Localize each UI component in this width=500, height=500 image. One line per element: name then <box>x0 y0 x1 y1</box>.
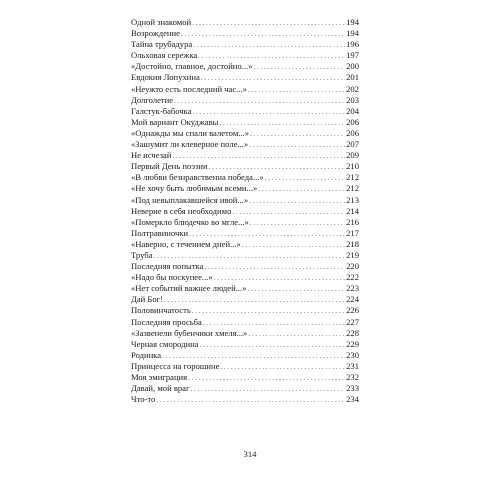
toc-entry-title: Последняя попытка <box>131 261 204 272</box>
toc-entry-page: 197 <box>346 50 359 61</box>
toc-entry-title: Возрождение <box>131 28 180 39</box>
dot-leader <box>249 140 345 151</box>
toc-entry-title: Дай Бог! <box>131 294 164 305</box>
toc-entry <box>131 17 359 28</box>
toc-entry-page: 220 <box>346 261 359 272</box>
toc-entry-page: 194 <box>346 28 359 39</box>
toc-entry-page: 214 <box>346 205 359 216</box>
toc-entry <box>131 294 359 305</box>
toc-entry-title: Черная смородина <box>131 338 199 349</box>
dot-leader <box>220 362 345 373</box>
toc-entry-page: 233 <box>346 383 359 394</box>
toc-entry-page: 206 <box>346 127 359 138</box>
toc-entry-page: 194 <box>346 17 359 27</box>
dot-leader <box>174 96 345 107</box>
toc-entry <box>131 50 359 61</box>
toc-entry-page: 200 <box>346 61 359 72</box>
toc-entry <box>131 95 359 106</box>
toc-entry <box>131 195 359 206</box>
toc-entry <box>131 39 359 50</box>
toc-entry <box>131 250 359 261</box>
toc-entry-page: 223 <box>346 283 359 294</box>
toc-entry-page: 228 <box>346 327 359 338</box>
toc-entry-page: 217 <box>346 227 359 238</box>
toc-entry-title: «Нет событий важнее людей...» <box>131 283 247 294</box>
toc-entry <box>131 261 359 272</box>
toc-entry-page: 227 <box>346 316 359 327</box>
toc-entry <box>131 206 359 217</box>
toc-entry <box>131 106 359 117</box>
toc-entry-title: Давай, мой враг <box>131 383 190 394</box>
toc-entry-title: «В любви безнравственна победа...» <box>131 172 264 183</box>
dot-leader <box>181 29 345 40</box>
toc-entry-title: Принцесса на горошине <box>131 360 220 371</box>
toc-entry-title: Половинчатость <box>131 305 191 316</box>
toc-entry-page: 231 <box>346 360 359 371</box>
toc-entry <box>131 239 359 250</box>
toc-entry <box>131 217 359 228</box>
toc-entry-title: Одной знакомой <box>131 17 192 27</box>
dot-leader <box>250 218 345 229</box>
toc-entry-title: «Надо бы поскупее...» <box>131 272 213 283</box>
page-number: 314 <box>243 449 257 459</box>
toc-entry <box>131 383 359 394</box>
toc-entry-page: 213 <box>346 194 359 205</box>
toc-entry-title: Моя эмиграция <box>131 372 188 382</box>
toc-entry <box>131 28 359 39</box>
toc-entry-title: «Неужто есть последний час...» <box>131 83 247 94</box>
toc-entry-page: 212 <box>346 172 359 183</box>
dot-leader <box>247 284 345 295</box>
toc-entry-title: Первый День поэзии <box>131 161 208 172</box>
dot-leader <box>250 129 345 140</box>
toc-entry-page: 230 <box>346 349 359 360</box>
toc-entry-page: 229 <box>346 338 359 349</box>
dot-leader <box>156 395 345 406</box>
toc-entry <box>131 61 359 72</box>
toc-entry-page: 219 <box>346 249 359 260</box>
toc-entry-title: «Не хочу быть любимым всеми...» <box>131 183 258 194</box>
toc-entry <box>131 339 359 350</box>
dot-leader <box>200 340 346 351</box>
toc-entry <box>131 84 359 95</box>
toc-entry <box>131 172 359 183</box>
toc-entry-page: 232 <box>346 372 359 382</box>
dot-leader <box>204 262 345 273</box>
toc-entry-title: Труба <box>131 249 153 260</box>
toc-entry-page: 218 <box>346 238 359 249</box>
toc-entry-page: 216 <box>346 216 359 227</box>
dot-leader <box>265 173 345 184</box>
toc-entry-page: 207 <box>346 139 359 150</box>
toc-entry <box>131 317 359 328</box>
toc-entry <box>131 361 359 372</box>
toc-entry <box>131 394 359 405</box>
toc-entry <box>131 139 359 150</box>
toc-entry-page: 212 <box>346 183 359 194</box>
toc-entry-page: 210 <box>346 161 359 172</box>
toc-entry <box>131 372 359 383</box>
toc-entry-title: Не исчезай <box>131 150 172 161</box>
dot-leader <box>188 373 345 384</box>
toc-entry-title: Полтравиночки <box>131 227 189 238</box>
toc-entry-title: «Зазвенели бубенчики хмеля...» <box>131 327 248 338</box>
toc-entry <box>131 117 359 128</box>
toc-entry-page: 203 <box>346 94 359 105</box>
toc-entry-title: Евдокия Лопухина <box>131 72 200 83</box>
toc-entry-title: Мой вариант Окуджавы <box>131 116 219 127</box>
dot-leader <box>192 306 345 317</box>
toc-entry-title: «Под невыплакавшейся ивой...» <box>131 194 249 205</box>
toc-entry-title: Галстук-бабочка <box>131 105 192 116</box>
dot-leader <box>258 184 345 195</box>
toc-entry <box>131 161 359 172</box>
toc-entry <box>131 272 359 283</box>
toc-entry-title: «Померкло блюдечко во мгле...» <box>131 216 249 227</box>
dot-leader <box>253 62 345 73</box>
toc-entry <box>131 128 359 139</box>
dot-leader <box>191 384 346 395</box>
toc-entry-title: Неверие в себя необходимо <box>131 205 232 216</box>
toc-entry-title: Ольховая сережка <box>131 50 198 61</box>
toc-entry <box>131 305 359 316</box>
toc-entry <box>131 228 359 239</box>
toc-entry-page: 234 <box>346 394 359 405</box>
toc-entry-title: «Однажды мы спали валетом...» <box>131 127 250 138</box>
dot-leader <box>242 240 345 251</box>
toc-entry-page: 204 <box>346 105 359 116</box>
toc-entry-page: 202 <box>346 83 359 94</box>
toc-entry <box>131 328 359 339</box>
dot-leader <box>192 18 345 29</box>
dot-leader <box>249 196 345 207</box>
toc-entry-title: «Зашумит ли клеверное поле...» <box>131 139 249 150</box>
dot-leader <box>248 329 345 340</box>
toc-entry <box>131 183 359 194</box>
table-of-contents <box>131 17 359 405</box>
toc-entry-title: Тайна трубадура <box>131 39 193 50</box>
toc-entry-title: Долголетие <box>131 94 174 105</box>
toc-entry <box>131 150 359 161</box>
toc-entry-title: «Достойно, главное, достойно...» <box>131 61 253 72</box>
toc-entry-page: 224 <box>346 294 359 305</box>
toc-entry-page: 222 <box>346 272 359 283</box>
dot-leader <box>193 40 345 51</box>
toc-entry-title: «Наверно, с течением дней...» <box>131 238 241 249</box>
dot-leader <box>248 85 345 96</box>
toc-entry-title: Что-то <box>131 394 156 405</box>
toc-entry-page: 206 <box>346 116 359 127</box>
toc-entry-title: Последняя просьба <box>131 316 202 327</box>
toc-entry <box>131 72 359 83</box>
toc-entry-page: 209 <box>346 150 359 161</box>
toc-entry <box>131 350 359 361</box>
toc-entry-title: Родинка <box>131 349 162 360</box>
toc-entry-page: 226 <box>346 305 359 316</box>
toc-entry-page: 196 <box>346 39 359 50</box>
toc-entry-page: 201 <box>346 72 359 83</box>
toc-entry <box>131 283 359 294</box>
